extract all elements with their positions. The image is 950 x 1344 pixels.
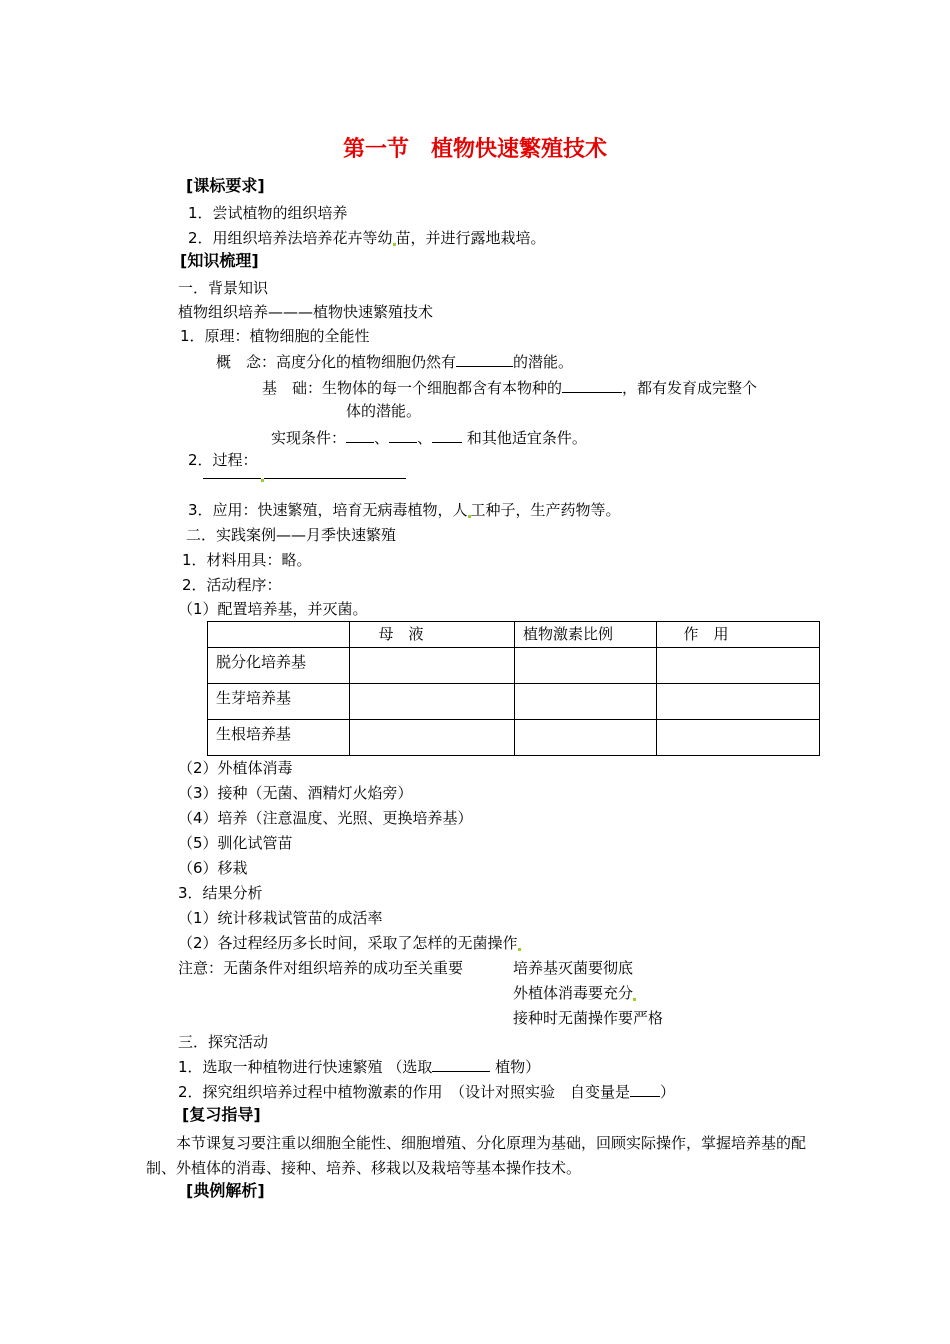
application-line [188,500,621,520]
kbyq-item-1: 1．尝试植物的组织培养 [188,204,348,222]
explore-1-end: 植物） [495,1058,541,1076]
section-1-subtitle: 植物组织培养———植物快速繁殖技术 [178,303,434,321]
result-heading: 3．结果分析 [178,884,263,902]
step-2: （2）外植体消毒 [178,759,293,777]
kbyq-item-2-part-a: 2．用组织培养法培养花卉等幼 [188,229,393,247]
basis-text-end: ，都有发育成完整个 [622,379,758,397]
concept-text-end: 的潜能。 [513,353,574,371]
explore-1-text: 1．选取一种植物进行快速繁殖 （选取 [178,1058,433,1076]
kbyq-item-2-part-b: 苗，并进行露地栽培。 [395,229,546,247]
principle-line: 1．原理：植物细胞的全能性 [180,327,370,345]
explore-2-text: 2．探究组织培养过程中植物激素的作用 （设计对照实验 自变量是 [178,1083,631,1101]
table-row [208,684,820,720]
table-cell [657,720,820,756]
process-label: 2．过程： [188,451,258,469]
note-item-2-text: 外植体消毒要充分 [513,984,634,1002]
review-guidance-paragraph: 本节课复习要注重以细胞全能性、细胞增殖、分化原理为基础，回顾实际操作，掌握培养基的配制、外植体的消毒、接种、培养、移栽以及栽培等基本操作技术。 [146,1134,807,1177]
step-6: （6）移栽 [178,859,248,877]
table-cell [657,684,820,720]
result-2 [178,933,521,953]
fill-blank [432,1056,490,1072]
step-1: （1）配置培养基，并灭菌。 [178,600,368,618]
section-3-heading: 三．探究活动 [178,1033,269,1051]
note-item-3: 接种时无菌操作要严格 [513,1009,664,1027]
condition-line [271,427,587,448]
table-cell [514,648,656,684]
step-3: （3）接种（无菌、酒精灯火焰旁） [178,784,413,802]
concept-text: 概 念：高度分化的植物细胞仍然有 [216,353,457,371]
step-5: （5）驯化试管苗 [178,834,293,852]
condition-text-end: 和其他适宜条件。 [466,429,587,447]
result-1: （1）统计移栽试管苗的成活率 [178,909,383,927]
basis-line [262,377,757,398]
separator: 、 [374,429,390,447]
section-2-heading: 二．实践案例——月季快速繁殖 [186,526,397,544]
section-heading-dljx: [典例解析] [186,1181,265,1200]
marker-dot [518,948,521,951]
application-text-a: 3．应用：快速繁殖，培育无病毒植物，人 [188,501,468,519]
table-cell [514,684,656,720]
section-heading-zsls: [知识梳理] [180,251,259,270]
materials-line: 1．材料用具：略。 [182,551,312,569]
section-heading-fxzd: [复习指导] [182,1105,261,1124]
step-4: （4）培养（注意温度、光照、更换培养基） [178,809,473,827]
process-blank-line [203,463,406,484]
table-cell [350,648,515,684]
basis-text: 基 础：生物体的每一个细胞都含有本物种的 [262,379,563,397]
medium-table [207,621,820,756]
result-2-text: （2）各过程经历多长时间，采取了怎样的无菌操作 [178,934,518,952]
table-cell: 脱分化培养基 [208,648,350,684]
note-item-2 [513,983,636,1003]
fill-blank [562,377,622,393]
condition-label: 实现条件： [271,429,347,447]
table-cell: 生芽培养基 [208,684,350,720]
kbyq-item-2 [188,228,546,248]
table-cell [657,648,820,684]
table-cell [350,684,515,720]
note-item-1: 培养基灭菌要彻底 [513,959,634,977]
table-header-cell: 母 液 [350,622,515,648]
fill-blank [389,427,417,443]
basis-line-cont: 体的潜能。 [346,402,422,420]
table-header-cell: 作 用 [657,622,820,648]
table-header-row [208,622,820,648]
separator: 、 [417,429,433,447]
marker-dot [261,479,264,482]
table-cell [350,720,515,756]
concept-line [216,351,573,372]
fill-blank [346,427,374,443]
explore-1 [178,1056,540,1077]
application-text-b: 工种子，生产药物等。 [470,501,621,519]
fill-blank [630,1081,660,1097]
section-heading-kbyq: [课标要求] [186,176,265,195]
fill-blank [456,351,513,367]
note-line: 注意：无菌条件对组织培养的成功至关重要 [178,959,464,977]
table-cell: 生根培养基 [208,720,350,756]
fill-blank [264,463,406,479]
procedure-line: 2．活动程序： [182,576,282,594]
table-cell [514,720,656,756]
explore-2-end: ） [660,1083,676,1101]
table-row [208,720,820,756]
marker-dot [633,998,636,1001]
table-header-cell: 植物激素比例 [514,622,656,648]
section-1-heading: 一．背景知识 [178,279,269,297]
table-row [208,648,820,684]
fill-blank [432,427,462,443]
page-title: 第一节 植物快速繁殖技术 [342,137,607,162]
fill-blank [203,463,261,479]
explore-2 [178,1081,675,1102]
table-header-cell [208,622,350,648]
